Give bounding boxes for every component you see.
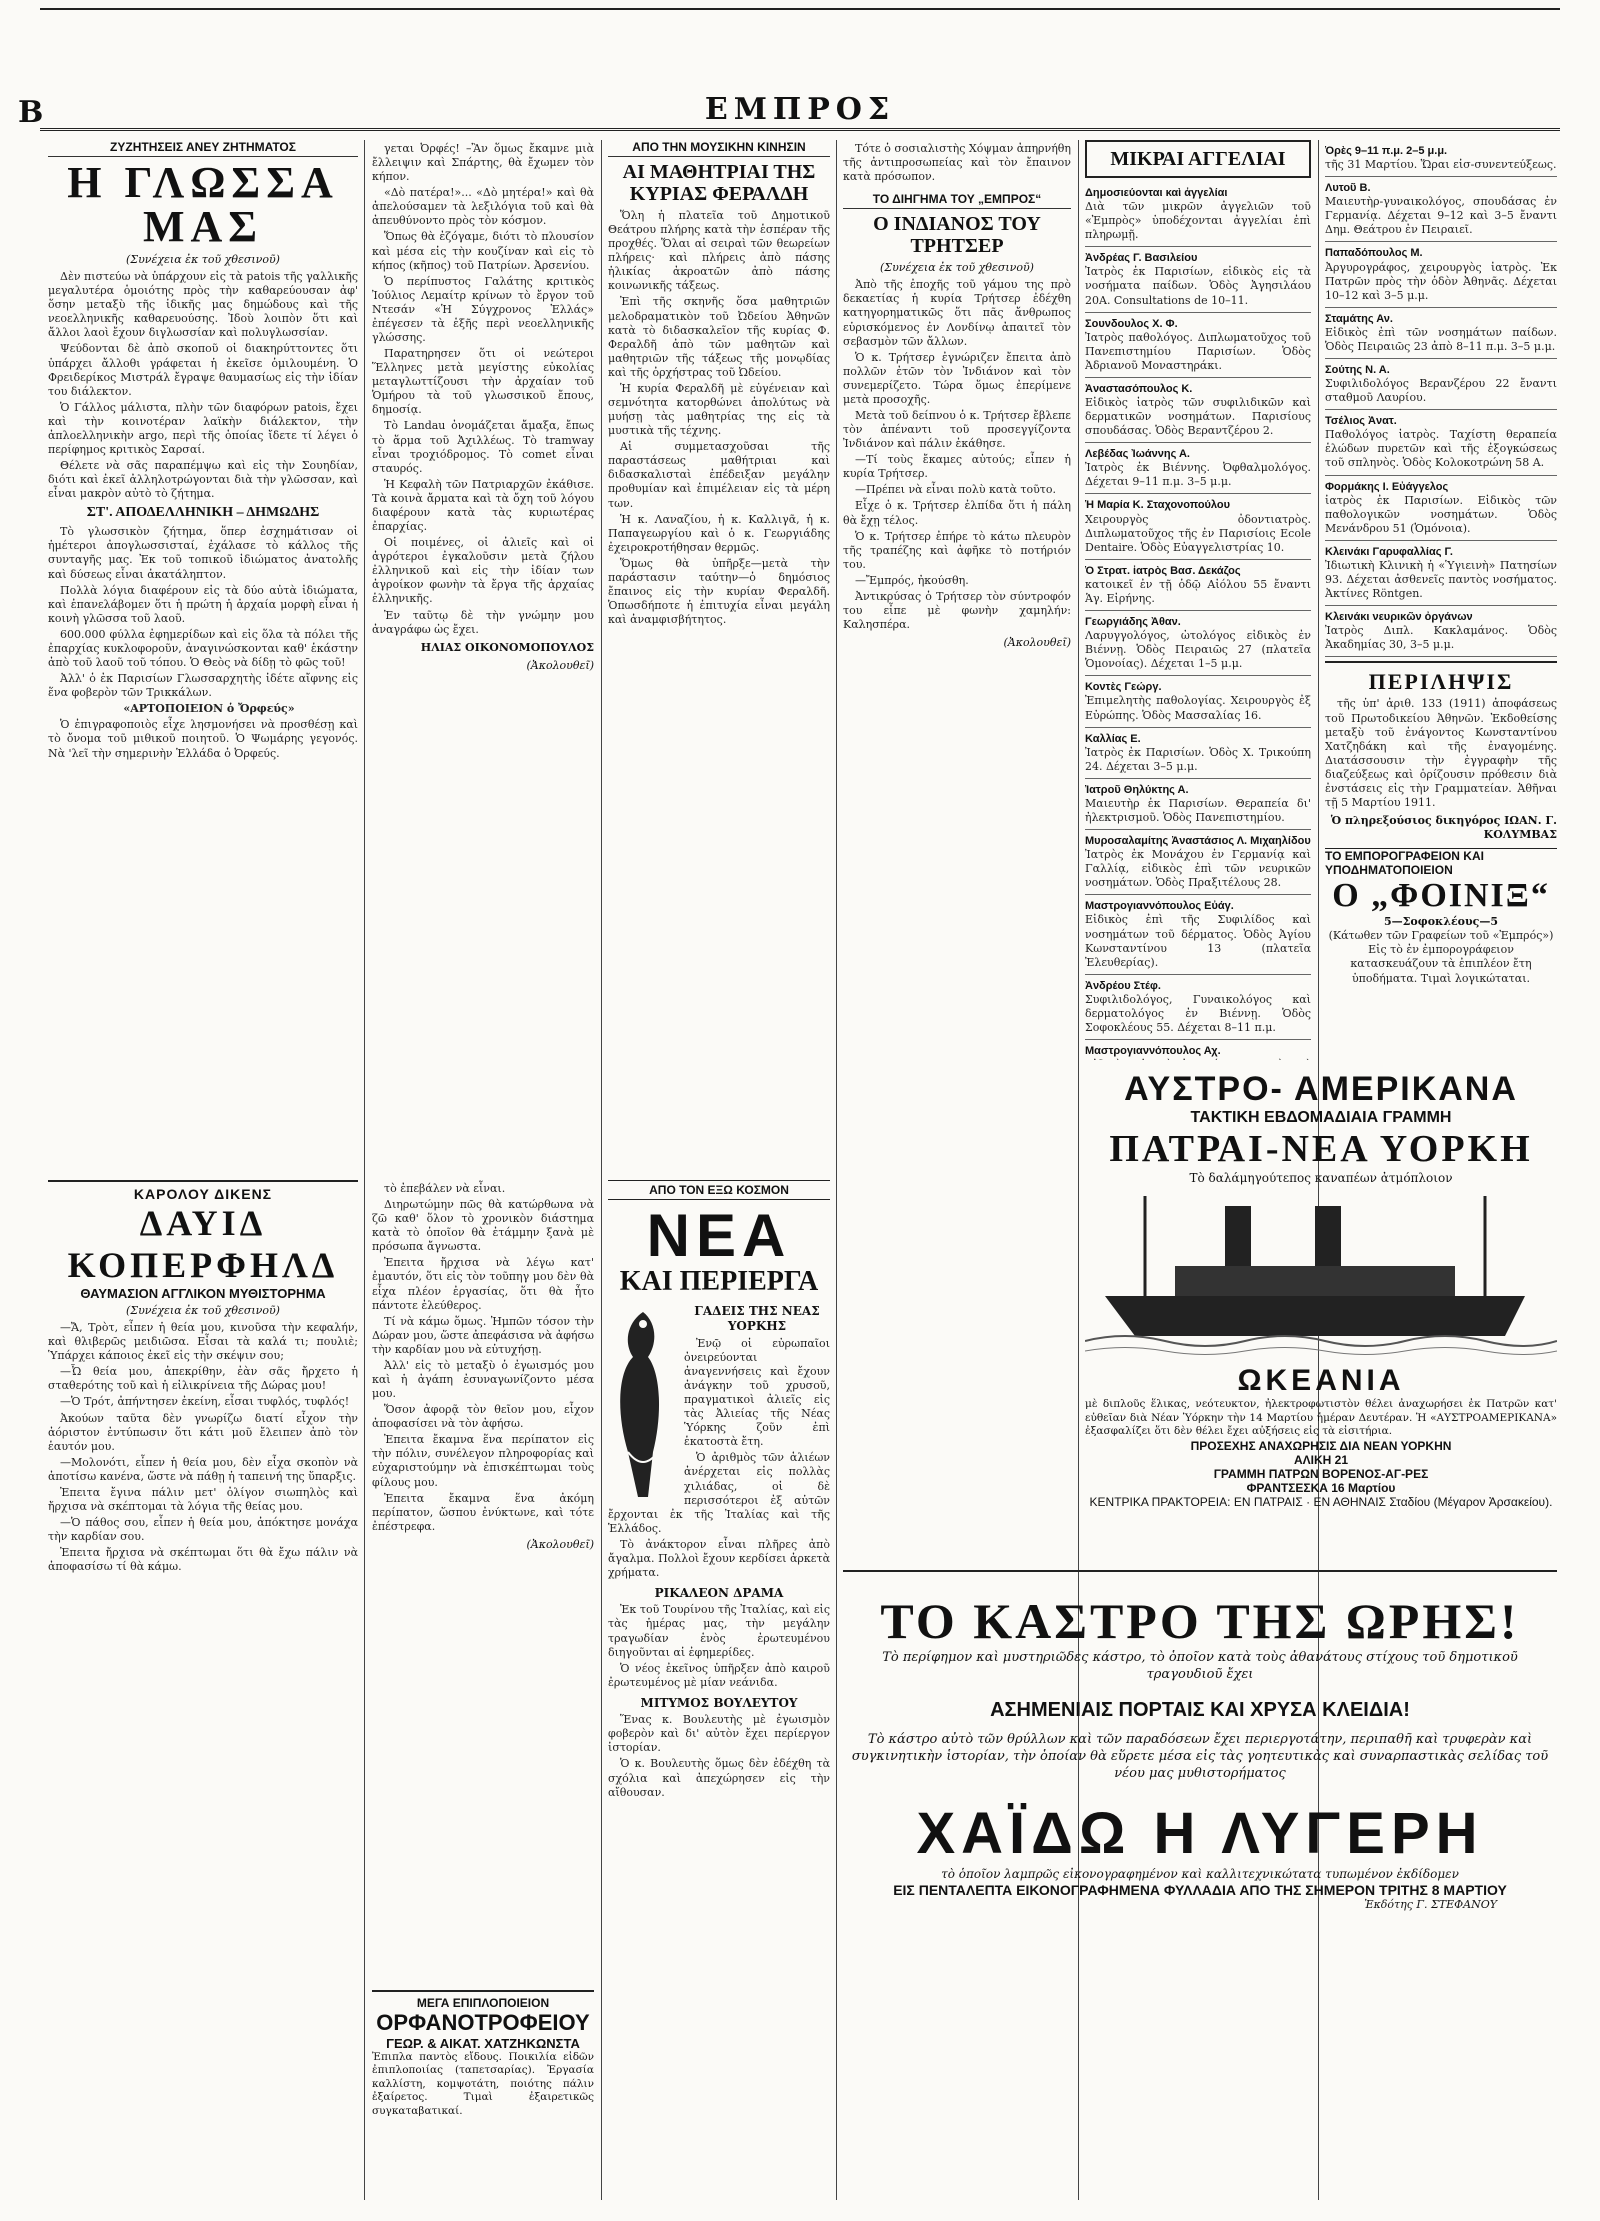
- ad-name: Μαστρογιαννόπουλος Αχ.: [1085, 1045, 1221, 1058]
- classified-ad: [1325, 308, 1557, 359]
- classified-ad: [1085, 182, 1311, 247]
- ad-name: Γεωργιάδης Ἀθαν.: [1085, 616, 1181, 629]
- paragraph: Ἕνας κ. Βουλευτὴς μὲ ἐγωισμὸν φοβερὸν καὶ δι' αὐτὸν ἔχει περίεργον ἱστορίαν.: [608, 1713, 830, 1755]
- newspaper-name: ΕΜΠΡΟΣ: [704, 92, 896, 127]
- follows-note: (Ἀκολουθεῖ): [526, 658, 594, 672]
- paragraph: Ὁ κ. Τρήτσερ ἐπήρε τὸ κάτω πλευρὸν τῆς τραπέζης καὶ ἀφῆκε τὸ ποτήριόν του.: [843, 529, 1071, 571]
- paragraph: Ἡ κυρία Φεραλδῆ μὲ εὐγένειαν καὶ σεμνότητα κατορθώνει ἀπολύτως νὰ μυήσῃ τὰς μαθητρίας της εἰς τὰ μυστικὰ τῆς τέχνης.: [608, 381, 830, 438]
- ad-text: Ἰατρὸς ἐκ Παρισίων, εἰδικὸς εἰς τὰ νοσήματα παίδων. Ὁδὸς Ἀγησιλάου 20Α. Consultations de 10–11.: [1085, 265, 1311, 307]
- ad-tagline: ΑΣΗΜΕΝΙΑΙΣ ΠΟΡΤΑΙΣ ΚΑΙ ΧΡΥΣΑ ΚΛΕΙΔΙΑ!: [990, 1699, 1410, 1722]
- serial-title: ΔΑΥΙΔ ΚΟΠΕΡΦΗΛΔ: [67, 1203, 339, 1285]
- classified-ad: [1085, 560, 1311, 611]
- ad-text: Διὰ τῶν μικρῶν ἀγγελιῶν τοῦ «Ἐμπρὸς» ὑποδέχονται ἀγγελίαι ἐπὶ πληρωμῇ.: [1085, 200, 1311, 242]
- ad-text: Χειρουργὸς ὀδοντιατρὸς. Διπλωματοῦχος τῆς ἐν Παρισίοις Ecole Dentaire. Ὁδὸς Εὐαγγελιστρίας 10.: [1085, 512, 1311, 554]
- news-subhead: ΜΙΤΥΜΟΣ ΒΟΥΛΕΥΤΟΥ: [640, 1695, 798, 1710]
- paragraph: Ὅπως θὰ ἐζόγαμε, διότι τὸ πλουσίον καὶ μέσα εἰς τὴν κουζίναν καὶ εἰς τὸ κήπος (κῆπος) τοῦ Πατρίων. Ἀρσενίου.: [372, 230, 594, 272]
- paragraph: Ὅμως θὰ ὑπῆρξε—μετὰ τὴν παράστασιν ταύτην—ὁ δημόσιος ἔπαινος εἰς τὴν κυρίαν Φεραλδῆ. Ὁπωσδήποτε ἡ ἐπιτυχία εἶναι μεγάλη καὶ ἀναμφισβήτητος.: [608, 556, 830, 627]
- classified-ad: [1085, 611, 1311, 676]
- ad-text: Τὸ κάστρο αὐτὸ τῶν θρύλλων καὶ τῶν παραδόσεων ἔχει περιεργοτάτην, περιπαθῆ καὶ τρυφερὰν καὶ συγκινητικὴν ἱστορίαν, τὴν ὁποίαν θὰ εὕρετε μέσα εἰς τὰς γοητευτικὰς καὶ συναρπαστικὰς σελίδας τοῦ νέου μας μυθιστορήματος: [851, 1732, 1549, 1781]
- ad-name: Μαστρογιαννόπουλος Εὐάγ.: [1085, 900, 1234, 913]
- paragraph: Ἐκ τοῦ Τουρίνου τῆς Ἰταλίας, καὶ εἰς τὰς ἡμέρας μας, τὴν μεγάλην τραγωδίαν ἑνὸς ἐρωτευμένου διηγοῦνται αἱ ἐφημερίδες.: [608, 1603, 830, 1659]
- ad-text: Ἐπιπλα παντὸς εἴδους. Ποικιλία εἰδῶν ἐπιπλοποιίας (ταπετσαρίας). Ἐργασία καλλίστη, κομψοτάτη, ποιότης πάλιν ἐξαίρετος. Τιμαὶ ἐξαιρετικῶς συγκαταβατικαί.: [372, 2051, 594, 2117]
- ad-phoenix: [1325, 848, 1557, 985]
- classified-ad: [1085, 1040, 1311, 1060]
- paragraph: Παρατηρησεν ὅτι οἱ νεώτεροι Ἕλληνες μετὰ μεγίστης εὐκολίας μεταγλωττίζουσι τὴν ἀρχαίαν τοῦ Ὁμήρου τὰ τοῦ γλωσσικοῦ ἔπους, δημοσίᾳ.: [372, 347, 594, 417]
- page-letter: Β: [18, 95, 44, 130]
- classified-ad: [1325, 242, 1557, 307]
- top-rule: [40, 8, 1560, 10]
- paragraph: Θέλετε νὰ σᾶς παραπέμψω καὶ εἰς τὴν Σουηδίαν, διότι καὶ ἐκεῖ ἀλληλοτρώγονται διὰ τὴν γλῶσσαν, καὶ εἶναι μακρὸν αὐτὸ τὸ ζήτημα.: [48, 459, 358, 501]
- ad-text: Ἰατρὸς ἐκ Βιέννης. Ὀφθαλμολόγος. Δέχεται 9–11 π.μ. 3–5 μ.μ.: [1085, 461, 1311, 489]
- ad-text: Ἰατρὸς παθολόγος. Διπλωματοῦχος τοῦ Πανεπιστημίου Παρισίων. Ὁδὸς Ἀδριανοῦ Μοναστηράκι.: [1085, 330, 1311, 372]
- column-rule: [836, 140, 837, 2200]
- ad-title: ΤΟ ΚΑΣΤΡΟ ΤΗΣ ΩΡΗΣ!: [880, 1593, 1520, 1649]
- ad-text: κατοικεῖ ἐν τῇ ὁδῷ Αἰόλου 55 ἔναντι Ἁγ. Εἰρήνης.: [1085, 577, 1311, 605]
- article-kicker: ΤΟ ΔΙΗΓΗΜΑ ΤΟΥ „ΕΜΠΡΟΣ“: [843, 192, 1071, 209]
- ad-text: Ἀργυρογράφος, χειρουργὸς ἰατρὸς. Ἐκ Πατρῶν πρὸς τὴν ὁδὸν Ἀθηνᾶς. Δέχεται 10–12 καὶ 3–5 μ.μ.: [1325, 260, 1557, 302]
- paragraph: Ἐπειτα ἤρχισα νὰ σκέπτωμαι ὅτι θὰ ἔχω πάλιν νὰ ἀποφασίσω τί θὰ κάμω.: [48, 1546, 358, 1574]
- legal-notice-text: τῆς ὑπ' ἀριθ. 133 (1911) ἀποφάσεως τοῦ Πρωτοδικείου Ἀθηνῶν. Ἐκδοθείσης μεταξὺ τοῦ ἐνάγοντος Κωνσταντίνου Χατζηδάκη καὶ τῆς ἐναγομένης. Διατάσσουσιν τὴν ἐγγραφὴν τῆς διαζεύξεως καὶ ὁρίζουσιν πρόθεσιν διὰ ἐνστάσεις εἰς τὴν Γραμματείαν. Ἀθῆναι τῇ 5 Μαρτίου 1911.: [1325, 697, 1557, 809]
- ad-name: Λυτοῦ Β.: [1325, 182, 1371, 195]
- ad-name: Ὁρὲς 9–11 π.μ. 2–5 μ.μ.: [1325, 145, 1448, 157]
- ad-title: ΑΥΣΤΡΟ- ΑΜΕΡΙΚΑΝΑ: [1124, 1070, 1518, 1108]
- article-kicker: ΑΠΟ ΤΗΝ ΜΟΥΣΙΚΗΝ ΚΙΝΗΣΙΝ: [608, 140, 830, 157]
- paragraph: Ὅλη ἡ πλατεῖα τοῦ Δημοτικοῦ Θεάτρου πλήρης κατὰ τὴν ἑσπέραν τῆς προχθές. Ὅλαι αἱ σειραὶ τῶν θεωρείων πλήρεις· καὶ πλήρεις ἀπὸ πάσης ἡλικίας ἀκροατῶν ἀπὸ πάσης κοινωνικῆς τάξεως.: [608, 209, 830, 293]
- peacock-illustration-icon: [608, 1302, 678, 1502]
- paragraph: Ὁ κ. Τρήτσερ ἐγνώριζεν ἔπειτα ἀπὸ πολλῶν ἐτῶν τὸν Ἰνδιάνον καὶ τὸν συνεμερίζετο. Τώρα ὅμως ἐπερίμενε μετὰ προσοχῆς.: [843, 350, 1071, 406]
- paragraph: Πολλὰ λόγια διαφέρουν εἰς τὰ δύο αὐτὰ ἰδιώματα, καὶ ἐπανελάβομεν ὅτι ἡ πρώτη ἡ ἀρχαία μορφὴ εἶναι ἡ κοινὴ γλῶσσα τοῦ λαοῦ.: [48, 583, 358, 625]
- paragraph: Ψεύδονται δὲ ἀπὸ σκοποῦ οἱ διακηρύττοντες ὅτι ὑπάρχει ἄλλοθι γράφεται ἡ ἐκεῖσε ὁμιλουμένη. Ὁ Φρειδερίκος Μιστράλ ἔγραψε θαυμασίως εἰς τὴν ἰδίαν του διάλεκτον.: [48, 342, 358, 398]
- ad-text: Ἰατρὸς ἐκ Μονάχου ἐν Γερμανίᾳ καὶ Γαλλίᾳ, εἰδικὸς ἐπὶ τῶν νευρικῶν νοσημάτων. Ὁδὸς Πραξιτέλους 28.: [1085, 848, 1311, 890]
- paragraph: Ἐπειτα ἔκαμνα ἕνα ἀκόμη περίπατον, ὥσπου ἐνύκτωνε, καὶ τότε ἐπέστρεφα.: [372, 1491, 594, 1533]
- ad-name: Σουνδουλος Χ. Φ.: [1085, 317, 1178, 330]
- paragraph: —Ὦ θεία μου, ἀπεκρίθην, ἐὰν σᾶς ἤρχετο ἡ σταθερότης τοῦ καὶ ἡ εἰλικρίνεια τῆς Δώρας μου!: [48, 1365, 358, 1393]
- serial-author: ΚΑΡΟΛΟΥ ΔΙΚΕΝΣ: [48, 1180, 358, 1202]
- article-title: ΑΙ ΜΑΘΗΤΡΙΑΙ ΤΗΣ ΚΥΡΙΑΣ ΦΕΡΑΛΔΗ: [622, 161, 816, 205]
- column-rule: [601, 140, 602, 2200]
- ad-line: ΓΡΑΜΜΗ ΠΑΤΡΩΝ ΒΟΡΕΝΟΣ-ΑΓ-ΡΕΣ: [1213, 1466, 1429, 1481]
- paragraph: —Μολονότι, εἶπεν ἡ θεία μου, δὲν εἶχα σκοπὸν νὰ ἀποτίσω κανένα, ὥστε νὰ πάθῃ ἡ ταπεινή της ὕπαρξις.: [48, 1455, 358, 1483]
- ad-name: Ἀνδρέας Γ. Βασιλείου: [1085, 252, 1198, 265]
- paragraph: Ὅσον ἀφορᾷ τὸν θεῖον μου, εἶχον ἀποφασίσει νὰ τὸν ἀφήσω.: [372, 1403, 594, 1431]
- serial-copperfield: [48, 1180, 358, 2200]
- classified-ad: [1085, 895, 1311, 974]
- paragraph: Ἀπὸ τῆς ἐποχῆς τοῦ γάμου της πρὸ δεκαετίας ἡ κυρία Τρήτσερ ἐδέχθη κατηγορηματικῶς ὅτι πᾶς ἄνθρωπος εὑρισκόμενος ἐν Λονδίνῳ ἀπαιτεῖ τὸν σεβασμὸν τῶν ἄλλων.: [843, 278, 1071, 348]
- ad-name: Λεβέδας Ἰωάννης Α.: [1085, 448, 1190, 461]
- paragraph: Μετὰ τοῦ δείπνου ὁ κ. Τρήτσερ ἔβλεπε τὸν ἀπέναντι τοῦ προσεγγίζοντα Ἰνδιάνον καὶ πάλιν ἐκάθησε.: [843, 409, 1071, 451]
- ad-line: ΑΛΙΚΗ 21: [1293, 1452, 1349, 1467]
- classified-ad: [1085, 830, 1311, 895]
- ad-text: Συφιλιδολόγος, Γυναικολόγος καὶ δερματολόγος ἐν Βιέννῃ. Ὁδὸς Σοφοκλέους 55. Δέχεται 8–11 π.μ.: [1085, 992, 1311, 1034]
- paragraph: Ἐπὶ τῆς σκηνῆς ὅσα μαθητριῶν μελοδραματικὸν τοῦ Ὠδείου Ἀθηνῶν κατὰ τὸ διδασκαλεῖον τῆς κυρίας Φ. Φεραλδῆ ἀπὸ τῶν μαθητῶν καὶ μαθητριῶν τῆς τάξεως τῆς μονῳδίας καὶ τῆς ὀρχήστρας τοῦ Ὠδείου.: [608, 295, 830, 379]
- steamship-icon: [1085, 1186, 1557, 1356]
- paragraph: Ἐνῷ οἱ εὐρωπαῖοι ὀνειρεύονται ἀναγεννήσεις καὶ ἔχουν ἀνάγκην τοῦ χρυσοῦ, πραγματικοὶ ἀλιεῖς εἰς τὰς Ἀλιείας τῆς Νέας Ὑόρκης ζοῦν ἐπὶ ἑκατοστὰ ἔτη.: [684, 1336, 830, 1449]
- classified-ads-right: [1325, 140, 1557, 1060]
- ad-text: Συφιλιδολόγος Βερανζέρου 22 ἔναντι σταθμοῦ Λαυρίου.: [1325, 377, 1557, 405]
- section-subtitle: ΚΑΙ ΠΕΡΙΕΡΓΑ: [619, 1266, 819, 1297]
- continued-note: (Συνέχεια ἐκ τοῦ χθεσινοῦ): [126, 1304, 280, 1317]
- section-heading: ΣΤ'. ΑΠΟΔΕΛΛΗΝΙΚΗ – ΔΗΜΩΔΗΣ: [86, 505, 320, 521]
- paragraph: Τότε ὁ σοσιαλιστὴς Χόψμαν ἀπηρνήθη τῆς ἀντιπροσωπείας καὶ τὸν ἔπαινον κατὰ πρόσωπον.: [843, 142, 1071, 184]
- paragraph: Ἡ κ. Λαναζίου, ἡ κ. Καλλιγᾶ, ἡ κ. Παπαγεωργίου καὶ ὁ κ. Γεωργιάδης ἐχειροκροτήθησαν θερμῶς.: [608, 512, 830, 554]
- ad-name: Κοντὲς Γεώργ.: [1085, 681, 1162, 694]
- section-title: ΝΕΑ: [646, 1202, 792, 1269]
- paragraph: Ἐπειτα ἔγινα πάλιν μετ' ὀλίγον σιωπηλὸς καὶ ἤρχισα νὰ σκέπτομαι τὰ λόγια τῆς θείας μου.: [48, 1485, 358, 1514]
- classifieds-header: ΜΙΚΡΑΙ ΑΓΓΕΛΙΑΙ: [1085, 140, 1311, 178]
- paragraph: Ὁ νέος ἐκεῖνος ὑπῆρξεν ἀπὸ καιροῦ ἐρωτευμένος μὲ μίαν νεάνιδα.: [608, 1661, 830, 1689]
- author-signature: ΗΛΙΑΣ ΟΙΚΟΝΟΜΟΠΟΥΛΟΣ: [420, 640, 594, 654]
- paragraph: Δὲν πιστεύω νὰ ὑπάρχουν εἰς τὰ patois τῆς γαλλικῆς μεγαλυτέρα ὁμοιότης πρὸς τὴν καθαρεύουσαν ἀφ' ὅσην μεταξὺ τῆς ἰδικῆς μας δημώδους καὶ τῆς νεοελληνικῆς καθαρευούσης. Ἰδοὺ λοιπὸν ὅτι καὶ ἄλλοι λαοὶ ἔχουν διγλωσσίαν καὶ πολυγλωσσίαν.: [48, 270, 358, 340]
- paragraph: γεται Ὀρφές! –Ἂν ὅμως ἔκαμνε μιὰ ἔλλειψιν καὶ Σπάρτης, θὰ ἔχωμεν τὸν κήπον.: [372, 142, 594, 184]
- paragraph: Ὁ ἀριθμὸς τῶν ἁλιέων ἀνέρχεται εἰς πολλὰς χιλιάδας, οἱ δὲ περισσότεροι ἐξ αὐτῶν ἔρχονται ἐκ τῆς Ἰταλίας καὶ τῆς Ἑλλάδος.: [608, 1451, 830, 1535]
- paragraph: Ὁ ἐπιγραφοποιὸς εἶχε λησμονήσει νὰ προσθέσῃ καὶ τὸ ὄνομα τοῦ μιθικοῦ ποιητοῦ. Ὁ Ψωμάρης γεγονός. Νὰ 'λεῖ τὴν σημερινὴν Ἑλλάδα ὁ Ὀρφεύς.: [48, 718, 358, 760]
- paragraph: Τὸ ἀνάκτορον εἶναι πλῆρες ἀπὸ ἄγαλμα. Πολλοὶ ἔχουν κερδίσει ἀρκετὰ χρήματα.: [608, 1537, 830, 1579]
- paragraph: Τὸ γλωσσικὸν ζήτημα, ὅπερ ἐσχημάτισαν οἱ ἡμέτεροι ἀπογλωσσισταί, ἐχάλασε τὸ κάλλος τῆς συνταγῆς μας. Ἐκ τοῦ τοπικοῦ ἰδιώματος ἀνατολῆς καὶ δύσεως εἶναι ἀκατάληπτον.: [48, 525, 358, 581]
- ship-name: ΩΚΕΑΝΙΑ: [1237, 1364, 1405, 1398]
- classified-ad: [1085, 313, 1311, 378]
- paragraph: Ἡ Κεφαλὴ τῶν Πατριαρχῶν ἐκάθισε. Τὰ κοινὰ ἄρματα καὶ τὰ ὄχη τοῦ λόγου διαφέρουν κατὰ τὰς κυριωτέρας ἐπαρχίας.: [372, 477, 594, 534]
- paragraph: —Ἄ, Τρὸτ, εἶπεν ἡ θεία μου, κινοῦσα τὴν κεφαλήν, καὶ θλιβερῶς μειδιῶσα. Εἶσαι τὰ καλά τι; πουλιὲ; Ὑπάρχει κάποιος ἐκεῖ εἰς τὴν σκέψιν σου;: [48, 1321, 358, 1363]
- paragraph: Ὁ κ. Βουλευτὴς ὅμως δὲν ἐδέχθη τὰ σχόλια καὶ ἀπεχώρησεν εἰς τὴν αἴθουσαν.: [608, 1757, 830, 1799]
- ad-text: Λαρυγγολόγος, ὠτολόγος εἰδικὸς ἐν Βιέννῃ. Ὁδὸς Πειραιῶς 27 (πλατεῖα Ὁμονοίας). Δέχεται 1–5 μ.μ.: [1085, 629, 1311, 671]
- ad-text: Παθολόγος ἰατρὸς. Ταχίστη θεραπεία ἑλώδων πυρετῶν καὶ τῆς ἐξογκώσεως τοῦ σπληνὸς. Ὁδὸς Κολοκοτρώνη 58 Α.: [1325, 428, 1557, 470]
- classified-ad: [1085, 676, 1311, 727]
- paragraph: Ἀλλ' ὁ ἐκ Παρισίων Γλωσσαρχητὴς ἰδέτε αἴφνης εἰς ἕνα φοβερὸν τῶν Τρικκάλων.: [48, 672, 358, 700]
- ad-line: ΚΕΝΤΡΙΚΑ ΠΡΑΚΤΟΡΕΙΑ: ΕΝ ΠΑΤΡΑΙΣ · ΕΝ ΑΘΗΝΑΙΣ Σταδίου (Μέγαρον Ἀρσακείου).: [1089, 1494, 1553, 1509]
- paragraph: τὸ ἐπεβάλεν νὰ εἶναι.: [384, 1182, 506, 1195]
- paragraph: Ἐπειτα ἤρχισα νὰ λέγω κατ' ἐμαυτόν, ὅτι εἰς τὸν τοῦπηγ μου δὲν θὰ εἶχα πλέον ἐργασίας, ὅτι θὰ ἦτο πάντοτε ἐλεύθερος.: [372, 1256, 594, 1312]
- continued-note: (Συνέχεια ἐκ τοῦ χθεσινοῦ): [126, 253, 280, 266]
- ad-name: Τσέλιος Ἀνατ.: [1325, 415, 1397, 428]
- ad-kicker: ΜΕΓΑ ΕΠΙΠΛΟΠΟΙΕΙΟΝ: [416, 1996, 550, 2010]
- news-subhead: ΓΑΔΕΙΣ ΤΗΣ ΝΕΑΣ ΥΟΡΚΗΣ: [694, 1304, 820, 1334]
- ad-text: ΕΙΣ ΠΕΝΤΑΛΕΠΤΑ ΕΙΚΟΝΟΓΡΑΦΗΜΕΝΑ ΦΥΛΛΑΔΙΑ ΑΠΟ ΤΗΣ ΣΗΜΕΡΟΝ ΤΡΙΤΗΣ 8 ΜΑΡΤΙΟΥ: [893, 1882, 1507, 1899]
- ad-caption: Τὸ δαλάμηγούτεπος καναπέων ἀτμόπλοιον: [1189, 1171, 1453, 1185]
- ad-text: Εἰδικὸς ἐπὶ τῆς Συφιλίδος καὶ νοσημάτων τοῦ δέρματος. Ὁδὸς Ἀγίου Κωνσταντίνου 13 (πλατεῖα Ἐλευθερίας).: [1085, 913, 1311, 969]
- paragraph: —Ἔμπρός, ἠκούσθη.: [855, 573, 969, 587]
- ad-subtitle: Τὸ περίφημον καὶ μυστηριῶδες κάστρο, τὸ ὁποῖον κατὰ τοὺς ἀθανάτους στίχους τοῦ δημοτικοῦ τραγουδιοῦ ἔχει: [882, 1650, 1518, 1682]
- paragraph: Τὸ Landau ὀνομάζεται ἄμαξα, ἔπως τὸ ἅρμα τοῦ Ἀχιλλέως. Τὸ tramway εἶναι τροχιόδρομος. Τὸ comet εἶναι σταυρός.: [372, 419, 594, 475]
- ad-text: μὲ διπλοῦς ἕλικας, νεότευκτον, ἠλεκτροφωτιστὸν θέλει ἀναχωρήσει ἐκ Πατρῶν κατ' εὐθεῖαν διὰ Νέαν Ὑόρκην τὴν 14 Μαρτίου ἡμέραν Δευτέραν. Ἡ «ΑΥΣΤΡΟΑΜΕΡΙΚΑΝΑ» ἐξασφαλίζει ὅτι δὲν θέλει ἔχει αὐξήσεις εἰς τὰ εἰσιτήρια.: [1085, 1398, 1557, 1438]
- ad-name: Ὁ Στρατ. ἰατρὸς Βασ. Δεκάζος: [1085, 564, 1241, 577]
- section-kicker: ΑΠΟ ΤΟΝ ΕΞΩ ΚΟΣΜΟΝ: [608, 1180, 830, 1200]
- ad-owner: ΓΕΩΡ. & ΑΙΚΑΤ. ΧΑΤΖΗΚΩΝΣΤΑ: [386, 2036, 580, 2051]
- classified-ad: [1085, 443, 1311, 494]
- legal-notice: [1325, 661, 1557, 842]
- paragraph: Τί νὰ κάμω ὅμως. Ἠμπῶν τόσον τὴν Δώραν μου, ὥστε ἀπεφάσισα νὰ ἀφήσω τὴν καρδίαν μου νὰ εὐτυχήσῃ.: [372, 1314, 594, 1356]
- classified-ad: [1325, 410, 1557, 475]
- ad-name: Ἀνδρέου Στέφ.: [1085, 979, 1161, 992]
- classified-ad: [1325, 541, 1557, 606]
- article-music: [608, 140, 830, 1160]
- paragraph: —Πρέπει νὰ εἶναι πολὺ κατὰ τοῦτο.: [855, 483, 1056, 497]
- ad-name: Φορμάκης Ι. Εὐάγγελος: [1325, 480, 1449, 493]
- paragraph: Ὁ περίπυστος Γαλάτης κριτικὸς Ἰούλιος Λεμαίτρ κρίνων τὸ ἔργον τοῦ Ντεσάν «Ἡ Σύγχρονος Ἑλλάς» ἐπέγεσεν τὰ ἑξῆς περὶ νεοελληνικῆς γλώσσης.: [372, 274, 594, 345]
- ad-subtitle: ΤΑΚΤΙΚΗ ΕΒΔΟΜΑΔΙΑΙΑ ΓΡΑΜΜΗ: [1190, 1109, 1452, 1126]
- ad-text: τὸ ὁποῖον λαμπρῶς εἰκονογραφημένον καὶ καλλιτεχνικώτατα τυπωμένον ἐκδίδομεν: [941, 1867, 1459, 1882]
- legal-notice-title: ΠΕΡΙΛΗΨΙΣ: [1368, 669, 1514, 695]
- ad-text: ἰατρὸς ἐκ Παρισίων. Εἰδικὸς τῶν παθολογικῶν νοσημάτων. Ὁδὸς Μενάνδρου 51 (Ὁμόνοια).: [1325, 493, 1557, 535]
- classified-ad: [1085, 494, 1311, 559]
- classified-ad: [1085, 779, 1311, 830]
- ad-name: Μυροσαλαμίτης Ἀναστάσιος Λ. Μιχαηλίδου: [1085, 835, 1311, 848]
- serial-genre: ΘΑΥΜΑΣΙΟΝ ΑΓΓΛΙΚΟΝ ΜΥΘΙΣΤΟΡΗΜΑ: [80, 1286, 326, 1301]
- ad-name: Κλεινάκι νευρικῶν ὀργάνων: [1325, 611, 1473, 624]
- ad-line: ΦΡΑΝΤΣΕΣΚΑ 16 Μαρτίου: [1246, 1480, 1396, 1495]
- ad-name: Σταμάτης Αν.: [1325, 312, 1393, 325]
- ad-name: Ἀναστασόπουλος Κ.: [1085, 382, 1193, 395]
- ad-text: (Κάτωθεν τῶν Γραφείων τοῦ «Ἐμπρός») Εἰς τὸ ἐν ἐμπορογράφειον κατασκευάζουν τὰ ἐπιπλέον ἔτη ὑποδήματα. Τιμαὶ λογικώταται.: [1328, 929, 1554, 985]
- masthead-rule: [40, 128, 1560, 131]
- serial-copperfield-continued: [372, 1180, 594, 1980]
- ad-austro-americana: [1085, 1070, 1557, 1520]
- ad-text: Ἰατρὸς ἐκ Παρισίων. Ὁδὸς Χ. Τρικούπη 24. Δέχεται 3–5 μ.μ.: [1085, 745, 1311, 773]
- paragraph: Ἀλλ' εἰς τὸ μεταξὺ ὁ ἐγωισμός μου καὶ ἡ ἀγάπη ἐσυναγωνίζοντο μέσα μου.: [372, 1358, 594, 1401]
- paragraph: —Ὁ Τρότ, ἀπήντησεν ἐκείνη, εἶσαι τυφλός, τυφλός!: [60, 1395, 350, 1409]
- classified-ad: [1325, 359, 1557, 410]
- paragraph: Ἐπειτα ἔκαμνα ἕνα περίπατον εἰς τὴν πόλιν, συνέλεγον πληροφορίας καὶ εὐχαριστούμην νὰ ἐπισκέπτωμαι τοὺς φίλους μου.: [372, 1433, 594, 1489]
- classified-ad: [1325, 177, 1557, 242]
- news-subhead: ΡΙΚΑΛΕΟΝ ΔΡΑΜΑ: [654, 1586, 784, 1601]
- classified-ad: [1085, 247, 1311, 312]
- paragraph: «ΑΡΤΟΠΟΙΕΙΟΝ ὁ Ὄρφεύς»: [123, 702, 295, 716]
- paragraph: —Ὁ πάθος σου, εἶπεν ἡ θεία μου, ἀπόκτησε μονάχα τὴν καρδίαν σου.: [48, 1516, 358, 1544]
- follows-note: (Ἀκολουθεῖ): [526, 1537, 594, 1551]
- paragraph: —Τί τοὺς ἔκαμες αὐτούς; εἶπεν ἡ κυρία Τρήτσερ.: [843, 453, 1071, 481]
- classified-ad: [1085, 728, 1311, 779]
- ad-title: ΟΡΦΑΝΟΤΡΟΦΕΙΟΥ: [376, 2010, 590, 2035]
- ad-text: Ἰδιωτικὴ Κλινικὴ ἡ «Ὑγιεινὴ» Πατησίων 93. Δέχεται ἀσθενεῖς παντὸς νοσήματος. Ἀκτίνες Röntgen.: [1325, 558, 1557, 601]
- article-glossa: [48, 140, 358, 1165]
- paragraph: Ἀντικρύσας ὁ Τρήτσερ τὸν σύντροφόν του εἶπε μὲ φωνὴν χαμηλήν: Καλησπέρα.: [843, 589, 1071, 632]
- classified-ads: [1085, 140, 1311, 1060]
- paragraph: Οἱ ποιμένες, οἱ ἀλιεῖς καὶ οἱ ἀγρότεροι ἐγκαλοῦσιν μετὰ ζήλου ἐλληνικοῦ καὶ εἰς τὴν ἰδίαν των ἀγροίκον φωνὴν τὰ ἔργα τῆς ἀρχαίας ἑλληνικῆς.: [372, 536, 594, 606]
- paragraph: 600.000 φύλλα ἐφημερίδων καὶ εἰς ὅλα τὰ πόλει τῆς ἐπαρχίας κυκλοφοροῦν, ἀναγινώσκονται καθ' ἑκάστην ἀπὸ τοῦ λαοῦ τοῦ τόπου. Ὁ Θεὸς νὰ δίδῃ τὸ φῶς τοῦ!: [48, 627, 358, 670]
- ad-text: [1085, 1058, 1311, 1060]
- novel-title: ΧΑΪΔΩ Η ΛΥΓΕΡΗ: [916, 1801, 1484, 1867]
- classified-ad: [1325, 476, 1557, 541]
- ad-name: Παπαδόπουλος Μ.: [1325, 247, 1423, 260]
- paragraph: Ἐν ταῦτῳ δὲ τὴν γνώμην μου ἀναγράφω ὡς ἔχει.: [372, 608, 594, 636]
- paragraph: Διηρωτώμην πῶς θὰ κατώρθωνα νὰ ζῶ καθ' ὅλον τὸ χρονικὸν διάστημα κατὰ τὸ ὁποῖον θὰ ἐτάμμην ξανὰ μὲ πρόσωπα ἄγνωστα.: [372, 1198, 594, 1254]
- article-glossa-continued: [372, 140, 594, 1140]
- ad-title: Ο „ΦΟΙΝΙΞ“: [1332, 877, 1550, 915]
- paragraph: Ἀκούων ταῦτα δὲν γνωρίζω διατί εἶχον τὴν ἀόριστον ἐντύπωσιν ὅτι κάτι μοῦ ἔλειπεν ἀπὸ τὸν ἑαυτόν μου.: [48, 1411, 358, 1453]
- ad-kicker: ΤΟ ΕΜΠΟΡΟΓΡΑΦΕΙΟΝ ΚΑΙ ΥΠΟΔΗΜΑΤΟΠΟΙΕΙΟΝ: [1325, 849, 1484, 878]
- story-indian: [843, 140, 1071, 1560]
- ad-text: Εἰδικὸς ἐπὶ τῶν νοσημάτων παίδων. Ὁδὸς Πειραιῶς 23 ἀπὸ 8–11 π.μ. 3–5 μ.μ.: [1325, 325, 1557, 353]
- ad-name: Ἰατροῦ Θηλύκτης Α.: [1085, 783, 1189, 796]
- paragraph: «Δὸ πατέρα!»... «Δὸ μητέρα!» καὶ θὰ ἀπελούσαμεν τὰ λεξιλόγια τοῦ καὶ θὰ ἀπευθύνοντο πρὸς τὸν κόσμον.: [372, 186, 594, 228]
- classified-ad: [1325, 140, 1557, 177]
- paragraph: Εἶχε ὁ κ. Τρήτσερ ἐλπίδα ὅτι ἡ πάλη θὰ ἔχῃ τέλος.: [843, 499, 1071, 527]
- ad-kastro-tis-oris: [843, 1570, 1557, 2202]
- ad-address: 5—Σοφοκλέους—5: [1383, 915, 1499, 929]
- continued-note: (Συνέχεια ἐκ τοῦ χθεσινοῦ): [880, 261, 1034, 275]
- ad-text: τῆς 31 Μαρτίου. Ὥραι εἰσ-συνεντεύξεως.: [1325, 158, 1557, 172]
- publisher: Ἐκδότης Γ. ΣΤΕΦΑΝΟΥ: [1364, 1898, 1497, 1912]
- article-news-curiosities: [608, 1180, 830, 2200]
- follows-note: (Ἀκολουθεῖ): [1003, 636, 1071, 650]
- ad-name: Δημοσιεύονται καὶ ἀγγελίαι: [1085, 187, 1228, 199]
- ad-text: Ἰατρὸς Διπλ. Κακλαμάνος. Ὁδὸς Ἀκαδημίας 30, 3–5 μ.μ.: [1325, 624, 1557, 652]
- ad-text: Μαιευτὴρ ἐκ Παρισίων. Θεραπεία δι' ἠλεκτρισμοῦ. Ὁδὸς Πανεπιστημίου.: [1085, 796, 1311, 824]
- article-title: Ο ΙΝΔΙΑΝΟΣ ΤΟΥ ΤΡΗΤΣΕΡ: [873, 213, 1041, 258]
- paragraph: Αἱ συμμετασχοῦσαι τῆς παραστάσεως μαθήτριαι καὶ διδασκαλισταὶ ἐπέδειξαν μεγάλην προθυμίαν καὶ ἐπιμέλειαν εἰς τὰ μέρη των.: [608, 440, 830, 510]
- ad-name: Σούτης Ν. Α.: [1325, 364, 1390, 377]
- article-kicker: ΖΥΖΗΤΗΣΕΙΣ ΑΝΕΥ ΖΗΤΗΜΑΤΟΣ: [48, 140, 358, 157]
- ad-line: ΠΡΟΣΕΧΗΣ ΑΝΑΧΩΡΗΣΙΣ ΔΙΑ ΝΕΑΝ ΥΟΡΚΗΝ: [1190, 1438, 1452, 1453]
- classified-ad: [1085, 975, 1311, 1040]
- ad-text: Ἐπιμελητὴς παθολογίας. Χειρουργὸς ἐξ Εὐρώπης. Ὁδὸς Μασσαλίας 16.: [1085, 694, 1311, 722]
- ad-route: ΠΑΤΡΑΙ-ΝΕΑ ΥΟΡΚΗ: [1109, 1128, 1533, 1170]
- ad-name: Κλεινάκι Γαρυφαλλίας Γ.: [1325, 545, 1453, 558]
- paragraph: Ὁ Γάλλος μάλιστα, πλὴν τῶν διαφόρων patois, ἔχει καὶ τὴν κοινοτέραν λαϊκὴν διάλεκτον, τὴν ἀπλοελληνικὴν argo, περὶ τῆς ὁποίας ἴδετε τί λέγει ὁ περίφημος κριτικὸς Σαρσαί.: [48, 400, 358, 457]
- ad-text: Εἰδικὸς ἰατρὸς τῶν συφιλιδικῶν καὶ δερματικῶν νοσημάτων. Παρισίους σπουδάσας. Ὁδὸς Βεραντζέρου 2.: [1085, 396, 1311, 438]
- classified-ad: [1325, 606, 1557, 657]
- legal-notice-signature: Ὁ πληρεξούσιος δικηγόρος ΙΩΑΝ. Γ. ΚΟΛΥΜΒΑΣ: [1330, 814, 1557, 842]
- ad-text: Μαιευτὴρ-γυναικολόγος, σπουδάσας ἐν Γερμανίᾳ. Δέχεται 9–12 καὶ 3–5 ἔναντι Δημ. Θεάτρου ἐν Πειραιεῖ.: [1325, 195, 1557, 237]
- classified-ad: [1085, 378, 1311, 443]
- ad-orfanotrofeio: [372, 1990, 594, 2118]
- ad-name: Ἡ Μαρία Κ. Σταχονοπούλου: [1085, 499, 1231, 512]
- article-title: Η ΓΛΩΣΣΑ ΜΑΣ: [67, 158, 339, 251]
- column-rule: [364, 140, 365, 2200]
- ad-name: Καλλίας Ε.: [1085, 732, 1141, 745]
